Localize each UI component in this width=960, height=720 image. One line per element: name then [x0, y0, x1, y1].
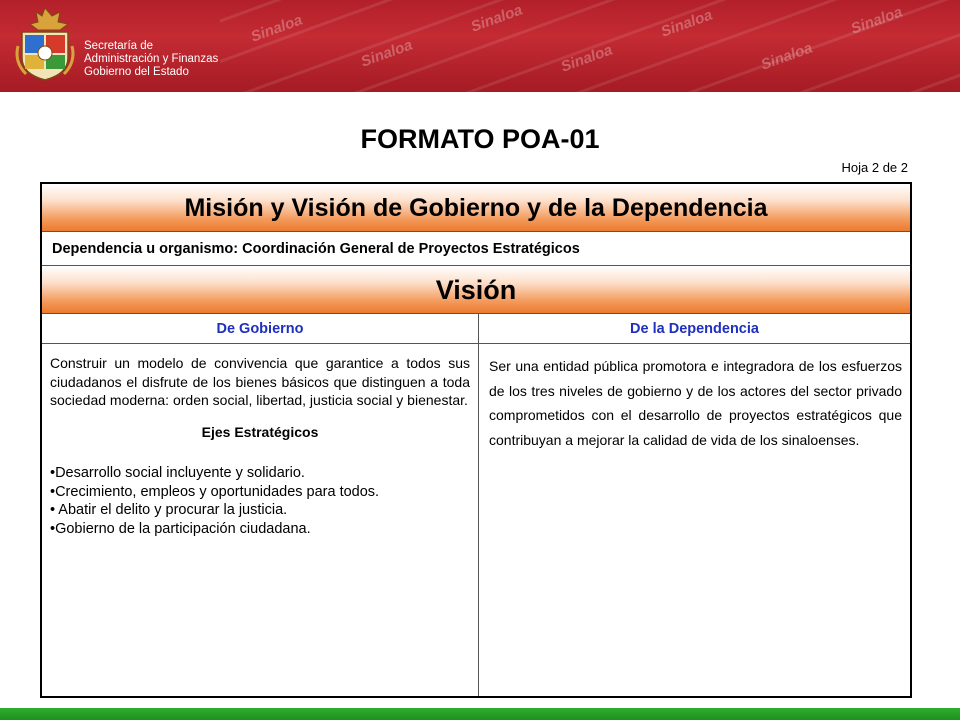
list-item: • Gobierno de la participación ciudadana.: [50, 520, 470, 539]
org-line-3: Gobierno del Estado: [84, 66, 189, 78]
org-line-2: Administración y Finanzas: [84, 53, 219, 65]
document-title: FORMATO POA-01: [360, 124, 600, 154]
dependency-row: Dependencia u organismo: Coordinación General de Proyectos Estratégicos: [42, 232, 910, 266]
watermark: Sinaloa: [248, 11, 305, 46]
list-item: • Desarrollo social incluyente y solidario.: [50, 464, 470, 483]
watermark: Sinaloa: [848, 3, 905, 38]
footer-bar: [0, 708, 960, 720]
dependency-vision-cell: [478, 344, 910, 696]
page-indicator: Hoja 2 de 2: [841, 160, 908, 175]
org-name: [84, 40, 218, 79]
watermark: Sinaloa: [758, 39, 815, 74]
banner-pattern: [220, 0, 960, 92]
ejes-title: Ejes Estratégicos: [201, 423, 319, 440]
dependency-vision-text: Ser una entidad pública promotora e integradora de los esfuerzos de los tres niveles de gobierno y de los actores del sector privado comprometidos con el desarrollo de proyectos estratégicos que contribuyan a mejorar la calidad de vida de los sinaloenses.: [489, 358, 902, 448]
table-main-title: Misión y Visión de Gobierno y de la Dependencia: [42, 184, 910, 232]
header-banner: [0, 0, 960, 92]
list-item: • Crecimiento, empleos y oportunidades para todos.: [50, 483, 470, 502]
ejes-list: [50, 464, 470, 538]
column-header-dependency: De la Dependencia: [478, 314, 910, 344]
section-title-vision: Visión: [42, 266, 910, 314]
government-vision-cell: [42, 344, 478, 696]
government-vision-text: Construir un modelo de convivencia que garantice a todos sus ciudadanos el disfrute de los bienes básicos que distinguen a toda sociedad moderna: orden social, libertad, justicia social y bienestar.: [50, 355, 470, 408]
list-item: • Abatir el delito y procurar la justicia.: [50, 501, 470, 520]
watermark: Sinaloa: [358, 36, 415, 71]
column-header-government: De Gobierno: [42, 314, 478, 344]
watermark: Sinaloa: [558, 41, 615, 76]
watermark: Sinaloa: [468, 1, 525, 36]
org-line-1: Secretaría de: [84, 40, 154, 52]
watermark: Sinaloa: [658, 6, 715, 41]
state-coat-of-arms-icon: [12, 6, 78, 82]
poa-form-table: [40, 182, 912, 698]
